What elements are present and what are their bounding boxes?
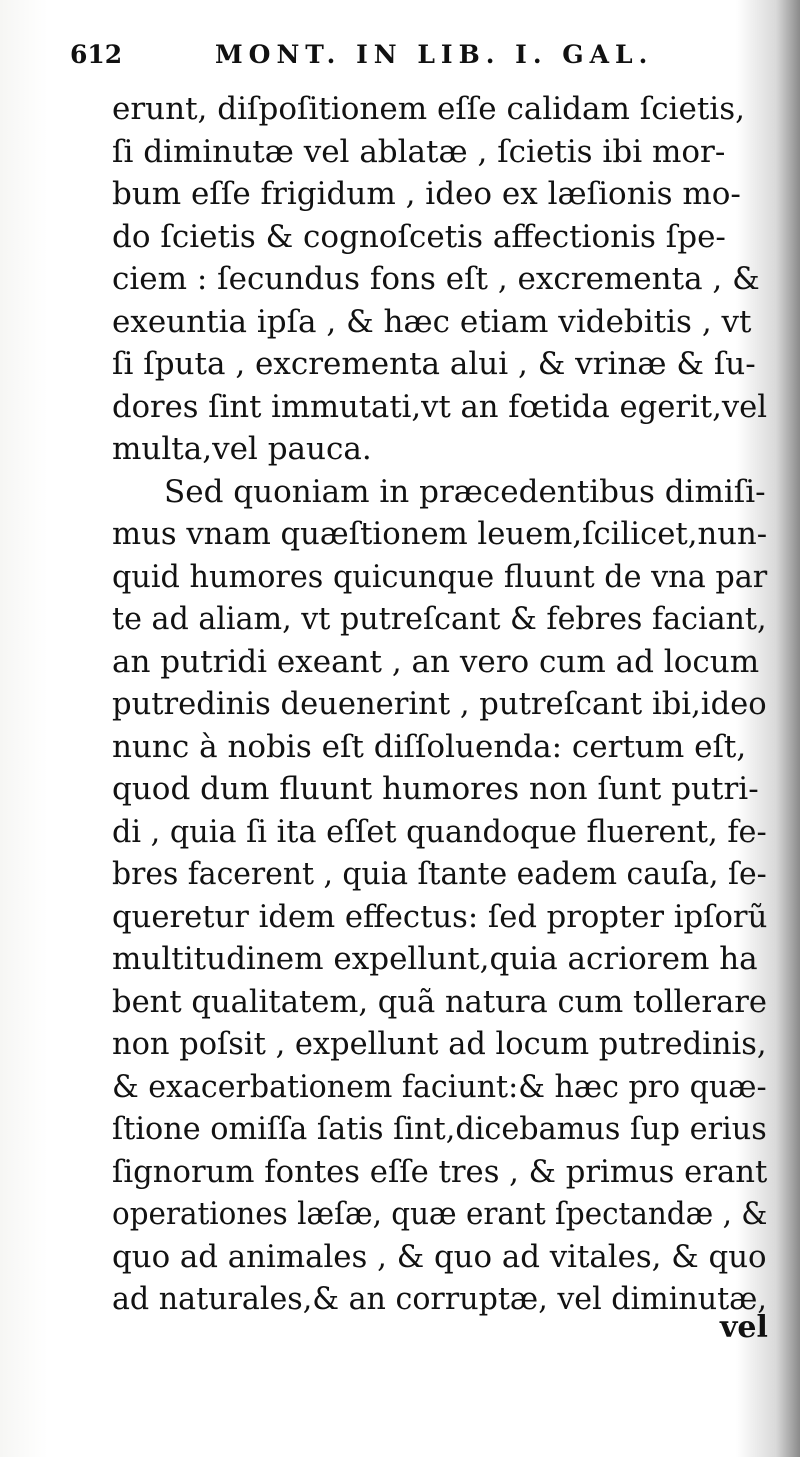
text-line: non poſsit , expellunt ad locum putredinis, [112,1026,767,1062]
text-line: bres facerent , quia ſtante eadem cauſa, ſe- [112,856,767,892]
paragraph-start-line: Sed quoniam in præcedentibus dimiſi- [164,473,766,510]
text-line: erunt, diſpoſitionem eſſe calidam ſcietis, [112,91,745,127]
text-line: mus vnam quæſtionem leuem,ſcilicet,nun- [112,516,768,552]
text-line: an putridi exeant , an vero cum ad locum [112,643,760,680]
text-line: ciem : ſecundus fons eſt , excrementa , & [112,261,760,297]
page-header [70,40,770,85]
text-line: putredinis deuenerint , putreſcant ibi,ideo [112,686,767,722]
text-line: bum eſſe frigidum , ideo ex læſionis mo- [112,176,741,212]
text-line: do ſcietis & cognoſcetis affectionis ſpe- [112,218,726,255]
text-line: ſignorum fontes eſſe tres , & primus erant [112,1153,768,1190]
text-line: queretur idem effectus: ſed propter ipſorũ [112,898,768,935]
text-line: te ad aliam, vt putreſcant & febres faciant, [112,601,767,637]
text-line: bent qualitatem, quã natura cum tollerare [112,983,767,1020]
running-head: MONT. IN LIB. I. GAL. [215,40,654,69]
text-line: ſi diminutæ vel ablatæ , ſcietis ibi mor- [112,133,726,170]
text-line: multa,vel pauca. [112,431,372,467]
text-line: di , quia ſi ita eſſet quandoque fluerent, fe- [112,813,767,850]
text-line: nunc à nobis eſt diſſoluenda: certum eſt, [112,728,747,765]
text-line: quo ad animales , & quo ad vitales, & quo [112,1238,767,1275]
text-line: ad naturales,& an corruptæ, vel diminutæ, [112,1281,768,1317]
text-line: quod dum fluunt humores non ſunt putri- [112,771,759,807]
text-line: dores ſint immutati,vt an fœtida egerit,vel [112,388,768,425]
text-line: multitudinem expellunt,quia acriorem ha [112,941,758,977]
text-line: ſtione omiſſa ſatis ſint,dicebamus ſup erius [112,1111,767,1147]
text-line: exeuntia ipſa , & hæc etiam videbitis , vt [112,303,752,340]
page-number: 612 [70,40,123,69]
text-line: & exacerbationem faciunt:& hæc pro quæ- [112,1068,767,1105]
catchword: vel [720,1310,768,1345]
text-line: operationes læſæ, quæ erant ſpectandæ , & [112,1196,768,1232]
body-text [112,88,767,1321]
text-line: ſi ſputa , excrementa alui , & vrinæ & ſu- [112,346,756,382]
text-line: quid humores quicunque fluunt de vna par [112,558,768,595]
